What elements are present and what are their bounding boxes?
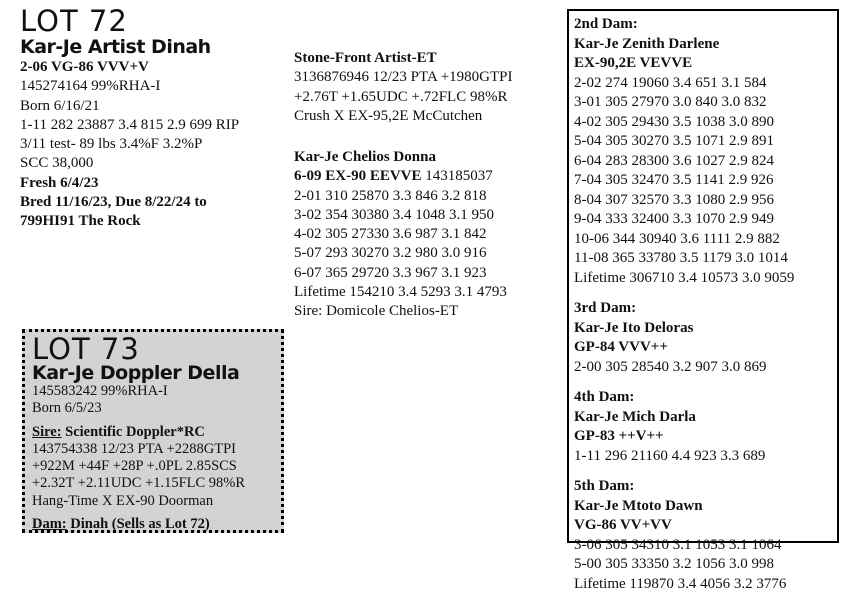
sire-proof-line: 3136876946 12/23 PTA +1980GTPI (294, 68, 562, 87)
dam-lifetime: Lifetime 154210 3.4 5293 3.1 4793 (294, 283, 562, 302)
dam-record: 2-01 310 25870 3.3 846 3.2 818 (294, 187, 562, 206)
lot-73-sire-detail: Hang-Time X EX-90 Doorman (32, 493, 281, 510)
dam3-name: Kar-Je Ito Deloras (574, 319, 837, 339)
sire-proof-line: +2.76T +1.65UDC +.72FLC 98%R (294, 88, 562, 107)
lot-73-sire-detail: 143754338 12/23 PTA +2288GTPI (32, 441, 281, 458)
lot-73-dam-text: Dinah (Sells as Lot 72) (67, 516, 210, 532)
dam-score: 6-09 EX-90 EEVVE (294, 168, 422, 184)
lot-72-test: 3/11 test- 89 lbs 3.4%F 3.2%P (20, 135, 290, 154)
dam2-record: 8-04 307 32570 3.3 1080 2.9 956 (574, 191, 837, 211)
dam-score-line (294, 167, 562, 186)
dam4-name: Kar-Je Mich Darla (574, 408, 837, 428)
dam4-record: 1-11 296 21160 4.4 923 3.3 689 (574, 447, 837, 467)
dam5-name: Kar-Je Mtoto Dawn (574, 497, 837, 517)
lot-73-born: Born 6/5/23 (32, 400, 281, 417)
lot-73-sire-line (32, 424, 281, 441)
lot-72-registration: 145274164 99%RHA-I (20, 77, 290, 96)
lot-73-cow-name: Kar-Je Doppler Della (32, 363, 281, 383)
lot-73-sire-label: Sire: (32, 424, 62, 440)
dam2-record: 7-04 305 32470 3.5 1141 2.9 926 (574, 171, 837, 191)
sire-pedigree: Crush X EX-95,2E McCutchen (294, 107, 562, 126)
dam5-record: 5-00 305 33350 3.2 1056 3.0 998 (574, 555, 837, 575)
lot-72-fresh: Fresh 6/4/23 (20, 174, 290, 193)
lot-72-title: LOT 72 (20, 6, 290, 36)
lot-72-record: 1-11 282 23887 3.4 815 2.9 699 RIP (20, 116, 290, 135)
dam3-score: GP-84 VVV++ (574, 338, 837, 358)
lot-73-sire-detail: +2.32T +2.11UDC +1.15FLC 98%R (32, 475, 281, 492)
dam5-record: 3-06 305 34310 3.1 1053 3.1 1064 (574, 536, 837, 556)
dam-record: 6-07 365 29720 3.3 967 3.1 923 (294, 264, 562, 283)
dam2-name: Kar-Je Zenith Darlene (574, 35, 837, 55)
sire-name: Stone-Front Artist-ET (294, 49, 562, 68)
lot-72-score: 2-06 VG-86 VVV+V (20, 58, 290, 77)
pedigree-box (567, 9, 839, 543)
lot-73-sire-name: Scientific Doppler*RC (62, 424, 205, 440)
dam2-record: 9-04 333 32400 3.3 1070 2.9 949 (574, 210, 837, 230)
lot-72-bred-bull: 799HI91 The Rock (20, 212, 290, 231)
lot-72-scc: SCC 38,000 (20, 154, 290, 173)
dam2-record: 10-06 344 30940 3.6 1111 2.9 882 (574, 230, 837, 250)
dam-registration: 143185037 (422, 168, 493, 184)
lot-73-title: LOT 73 (32, 336, 281, 363)
lot-72-section (20, 6, 290, 232)
dam2-lifetime: Lifetime 306710 3.4 10573 3.0 9059 (574, 269, 837, 289)
dam4-score: GP-83 ++V++ (574, 427, 837, 447)
dam2-record: 11-08 365 33780 3.5 1179 3.0 1014 (574, 249, 837, 269)
dam5-score: VG-86 VV+VV (574, 516, 837, 536)
dam2-heading: 2nd Dam: (574, 15, 837, 35)
lot-72-born: Born 6/16/21 (20, 97, 290, 116)
dam2-record: 4-02 305 29430 3.5 1038 3.0 890 (574, 113, 837, 133)
sire-section (294, 49, 562, 126)
dam5-heading: 5th Dam: (574, 477, 837, 497)
dam-record: 5-07 293 30270 3.2 980 3.0 916 (294, 244, 562, 263)
dam-sire: Sire: Domicole Chelios-ET (294, 302, 562, 321)
lot-73-registration: 145583242 99%RHA-I (32, 383, 281, 400)
lot-73-sire-detail: +922M +44F +28P +.0PL 2.85SCS (32, 458, 281, 475)
dam-section (294, 148, 562, 322)
lot-73-box (22, 329, 284, 533)
dam2-score: EX-90,2E VEVVE (574, 54, 837, 74)
dam5-lifetime: Lifetime 119870 3.4 4056 3.2 3776 (574, 575, 837, 594)
dam-record: 4-02 305 27330 3.6 987 3.1 842 (294, 225, 562, 244)
lot-72-cow-name: Kar-Je Artist Dinah (20, 36, 290, 58)
lot-73-dam-label: Dam: (32, 516, 67, 532)
dam-name: Kar-Je Chelios Donna (294, 148, 562, 167)
dam4-heading: 4th Dam: (574, 388, 837, 408)
dam2-record: 5-04 305 30270 3.5 1071 2.9 891 (574, 132, 837, 152)
dam-record: 3-02 354 30380 3.4 1048 3.1 950 (294, 206, 562, 225)
dam2-record: 6-04 283 28300 3.6 1027 2.9 824 (574, 152, 837, 172)
dam2-record: 2-02 274 19060 3.4 651 3.1 584 (574, 74, 837, 94)
dam2-record: 3-01 305 27970 3.0 840 3.0 832 (574, 93, 837, 113)
dam3-heading: 3rd Dam: (574, 299, 837, 319)
lot-72-bred: Bred 11/16/23, Due 8/22/24 to (20, 193, 290, 212)
dam3-record: 2-00 305 28540 3.2 907 3.0 869 (574, 358, 837, 378)
lot-73-dam-line (32, 516, 281, 533)
